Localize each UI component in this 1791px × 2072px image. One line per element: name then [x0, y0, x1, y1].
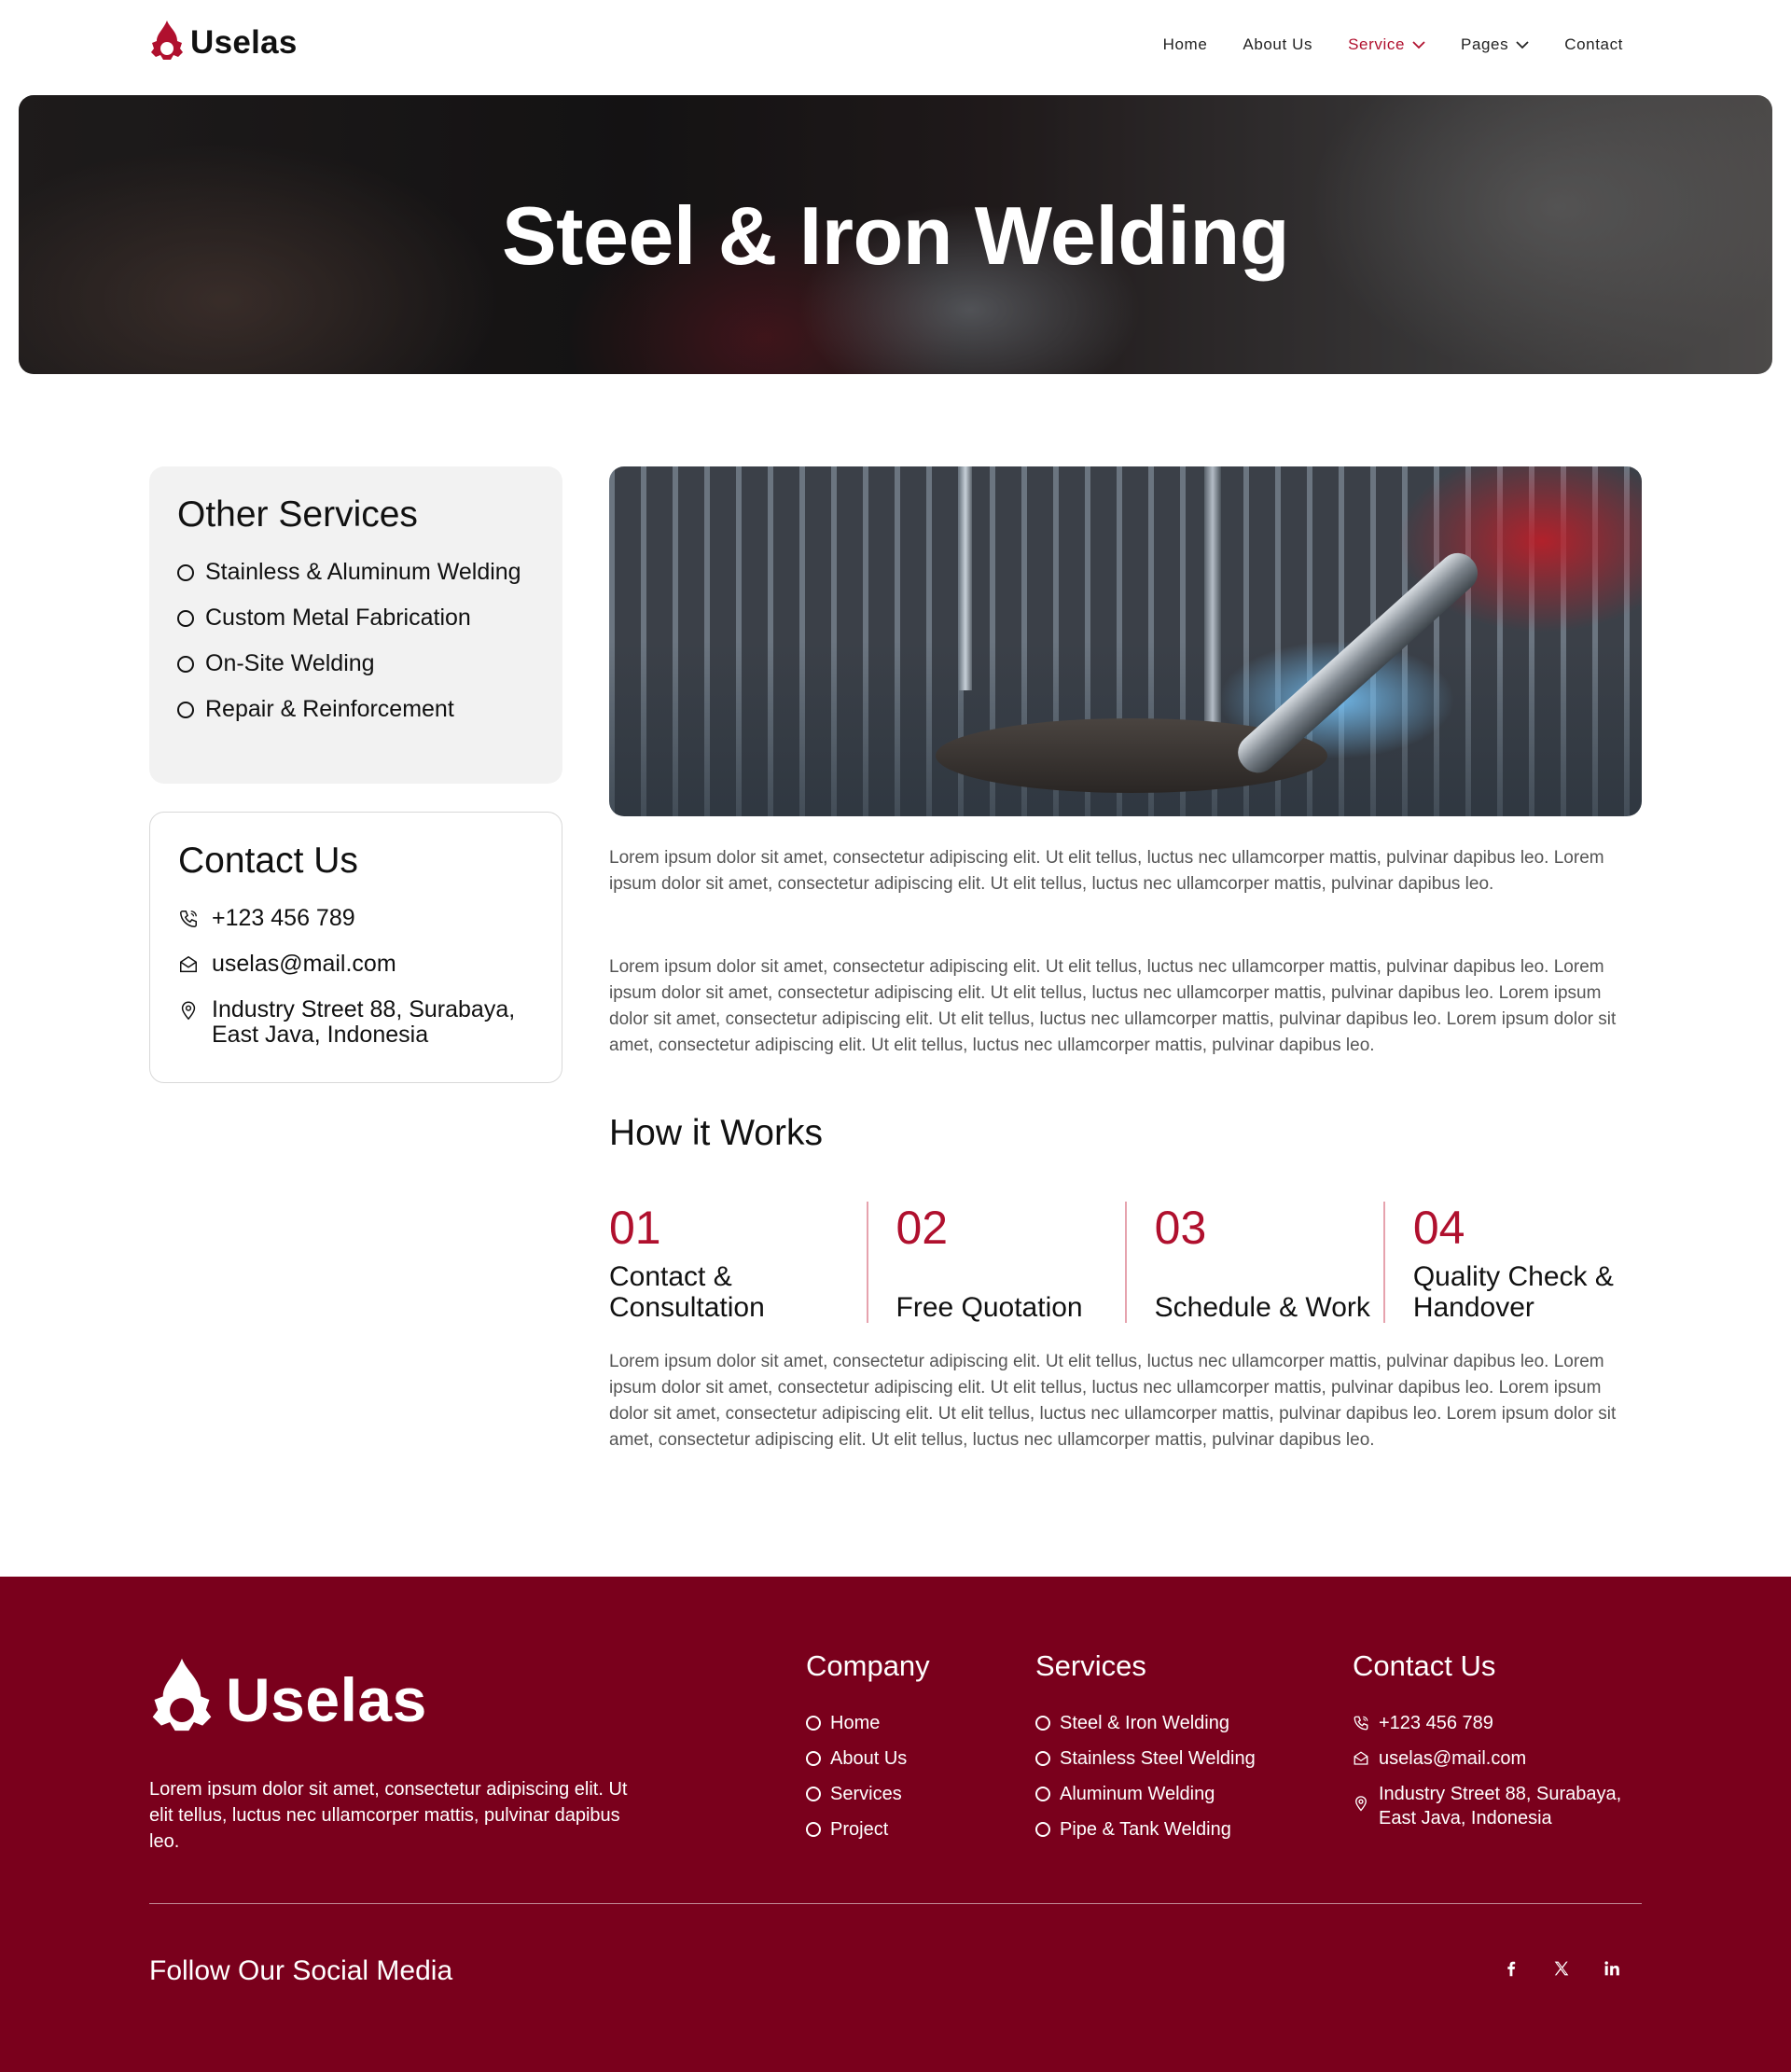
footer-link[interactable]	[806, 1746, 930, 1771]
step-number: 03	[1154, 1202, 1207, 1254]
other-services-title: Other Services	[177, 494, 418, 535]
welding-photo	[609, 466, 1642, 816]
service-link-label: Custom Metal Fabrication	[205, 605, 471, 631]
contact-title: Contact Us	[178, 841, 358, 881]
follow-social-heading: Follow Our Social Media	[149, 1955, 453, 1986]
step-number: 02	[896, 1202, 949, 1254]
step-number: 04	[1412, 1202, 1465, 1254]
footer-contact-column	[1353, 1649, 1660, 1842]
footer-services-list	[1035, 1711, 1256, 1842]
footer-link[interactable]	[1035, 1782, 1256, 1806]
footer-company-column	[806, 1649, 930, 1853]
how-it-works-title: How it Works	[609, 1113, 823, 1153]
process-step	[1125, 1202, 1383, 1323]
process-steps	[609, 1202, 1642, 1323]
chevron-down-icon	[1412, 40, 1425, 49]
service-link[interactable]	[177, 605, 535, 631]
chevron-down-icon	[1516, 40, 1529, 49]
flame-gear-logo-icon	[149, 1653, 215, 1746]
footer-logo[interactable]	[149, 1653, 427, 1746]
other-services-list	[177, 560, 535, 722]
footer-link[interactable]	[1035, 1711, 1256, 1735]
footer-company-list	[806, 1711, 930, 1842]
contact-address-text: Industry Street 88, Surabaya, East Java, Indonesia	[212, 996, 516, 1048]
footer-address	[1353, 1782, 1660, 1830]
footer-link-label: Stainless Steel Welding	[1060, 1748, 1256, 1769]
footer-company-title: Company	[806, 1649, 930, 1682]
footer-link[interactable]	[806, 1817, 930, 1842]
process-step	[867, 1202, 1125, 1323]
circle-bullet-icon	[177, 610, 194, 627]
footer-phone-text: +123 456 789	[1379, 1713, 1493, 1733]
header-logo[interactable]	[149, 19, 298, 67]
footer-services-title: Services	[1035, 1649, 1146, 1682]
circle-bullet-icon	[806, 1822, 821, 1837]
footer-link[interactable]	[806, 1782, 930, 1806]
footer-link-label: Project	[830, 1819, 889, 1840]
service-link-label: Stainless & Aluminum Welding	[205, 559, 521, 585]
circle-bullet-icon	[177, 656, 194, 673]
footer-contact-title: Contact Us	[1353, 1649, 1496, 1682]
contact-email-text: uselas@mail.com	[212, 951, 396, 977]
circle-bullet-icon	[1035, 1716, 1050, 1731]
phone-icon	[178, 909, 199, 929]
location-pin-icon	[178, 1000, 199, 1021]
welding-torch-shape	[1230, 546, 1485, 781]
step-label: Quality Check & Handover	[1412, 1261, 1614, 1323]
circle-bullet-icon	[806, 1787, 821, 1801]
circle-bullet-icon	[177, 564, 194, 581]
other-services-card	[149, 466, 562, 784]
footer-link-label: About Us	[830, 1748, 908, 1769]
nav-label: Service	[1348, 35, 1405, 53]
contact-address	[178, 997, 534, 1048]
main-nav	[1163, 35, 1623, 54]
mail-icon	[178, 954, 199, 975]
contact-card	[149, 812, 562, 1083]
nav-label: Home	[1162, 35, 1208, 53]
detail-paragraph: Lorem ipsum dolor sit amet, consectetur adipiscing elit. Ut elit tellus, luctus nec ullamcorper mattis, pulvinar dapibus leo. Lorem ipsum dolor sit amet, consectetur adipiscing elit. Ut elit tellus, luctus nec ullamcorper mattis, pulvinar dapibus leo. Lorem ipsum dolor sit amet, consectetur adipiscing elit. Ut elit tellus, luctus nec ullamcorper mattis, pulvinar dapibus leo. Lorem ipsum dolor sit amet, consectetur adipiscing elit. Ut elit tellus, luctus nec ullamcorper mattis, pulvinar dapibus leo.	[609, 957, 1617, 1055]
footer-link-label: Aluminum Welding	[1060, 1784, 1215, 1804]
social-links	[1500, 1957, 1623, 1980]
page-title: Steel & Iron Welding	[501, 189, 1289, 282]
site-footer	[0, 1577, 1791, 2072]
service-link[interactable]	[177, 651, 535, 676]
service-link[interactable]	[177, 560, 535, 585]
circle-bullet-icon	[806, 1751, 821, 1766]
circle-bullet-icon	[1035, 1822, 1050, 1837]
service-link-label: On-Site Welding	[205, 650, 375, 676]
site-header	[0, 0, 1791, 95]
service-link[interactable]	[177, 697, 535, 722]
closing-paragraph: Lorem ipsum dolor sit amet, consectetur adipiscing elit. Ut elit tellus, luctus nec ullamcorper mattis, pulvinar dapibus leo. Lorem ipsum dolor sit amet, consectetur adipiscing elit. Ut elit tellus, luctus nec ullamcorper mattis, pulvinar dapibus leo. Lorem ipsum dolor sit amet, consectetur adipiscing elit. Ut elit tellus, luctus nec ullamcorper mattis, pulvinar dapibus leo. Lorem ipsum dolor sit amet, consectetur adipiscing elit. Ut elit tellus, luctus nec ullamcorper mattis, pulvinar dapibus leo.	[609, 1352, 1617, 1450]
brand-name: Uselas	[190, 24, 298, 61]
footer-email[interactable]	[1353, 1746, 1660, 1771]
steel-rod-shape	[959, 466, 972, 690]
footer-services-column	[1035, 1649, 1256, 1853]
contact-phone-text: +123 456 789	[212, 905, 355, 931]
flame-gear-logo-icon	[149, 19, 185, 67]
footer-link[interactable]	[806, 1711, 930, 1735]
footer-description: Lorem ipsum dolor sit amet, consectetur adipiscing elit. Ut elit tellus, luctus nec ullamcorper mattis, pulvinar dapibus leo.	[149, 1779, 628, 1852]
hero-banner	[19, 95, 1772, 374]
footer-link-label: Services	[830, 1784, 902, 1804]
nav-label: Contact	[1564, 35, 1623, 53]
contact-phone[interactable]	[178, 906, 534, 931]
step-label: Free Quotation	[896, 1292, 1083, 1323]
footer-address-text: Industry Street 88, Surabaya, East Java, Indonesia	[1379, 1784, 1622, 1829]
footer-link[interactable]	[1035, 1746, 1256, 1771]
circle-bullet-icon	[1035, 1787, 1050, 1801]
facebook-icon[interactable]	[1500, 1957, 1522, 1980]
footer-link-label: Steel & Iron Welding	[1060, 1713, 1229, 1733]
process-step	[1383, 1202, 1642, 1323]
nav-service[interactable]	[1348, 35, 1425, 54]
process-step	[609, 1202, 867, 1323]
nav-pages[interactable]	[1461, 35, 1529, 54]
mail-icon	[1353, 1750, 1369, 1767]
intro-paragraph: Lorem ipsum dolor sit amet, consectetur adipiscing elit. Ut elit tellus, luctus nec ullamcorper mattis, pulvinar dapibus leo. Lorem ipsum dolor sit amet, consectetur adipiscing elit. Ut elit tellus, luctus nec ullamcorper mattis, pulvinar dapibus leo.	[609, 848, 1604, 894]
x-icon[interactable]	[1550, 1957, 1573, 1980]
footer-link[interactable]	[1035, 1817, 1256, 1842]
service-link-label: Repair & Reinforcement	[205, 696, 454, 722]
location-pin-icon	[1353, 1795, 1369, 1812]
footer-phone[interactable]	[1353, 1711, 1660, 1735]
step-label: Contact & Consultation	[609, 1261, 765, 1323]
footer-link-label: Pipe & Tank Welding	[1060, 1819, 1231, 1840]
contact-email[interactable]	[178, 952, 534, 977]
step-label: Schedule & Work	[1154, 1292, 1370, 1323]
nav-label: Pages	[1461, 35, 1509, 53]
footer-link-label: Home	[830, 1713, 881, 1733]
nav-label: About Us	[1243, 35, 1313, 53]
phone-icon	[1353, 1715, 1369, 1731]
circle-bullet-icon	[1035, 1751, 1050, 1766]
circle-bullet-icon	[806, 1716, 821, 1731]
step-number: 01	[609, 1202, 661, 1254]
nav-contact[interactable]	[1564, 35, 1623, 54]
nav-about[interactable]	[1243, 35, 1312, 54]
linkedin-icon[interactable]	[1601, 1957, 1623, 1980]
footer-divider	[149, 1903, 1642, 1904]
circle-bullet-icon	[177, 702, 194, 718]
footer-brand-name: Uselas	[226, 1665, 427, 1734]
nav-home[interactable]	[1163, 35, 1208, 54]
steel-rod-shape	[1204, 466, 1221, 728]
footer-email-text: uselas@mail.com	[1379, 1748, 1527, 1769]
